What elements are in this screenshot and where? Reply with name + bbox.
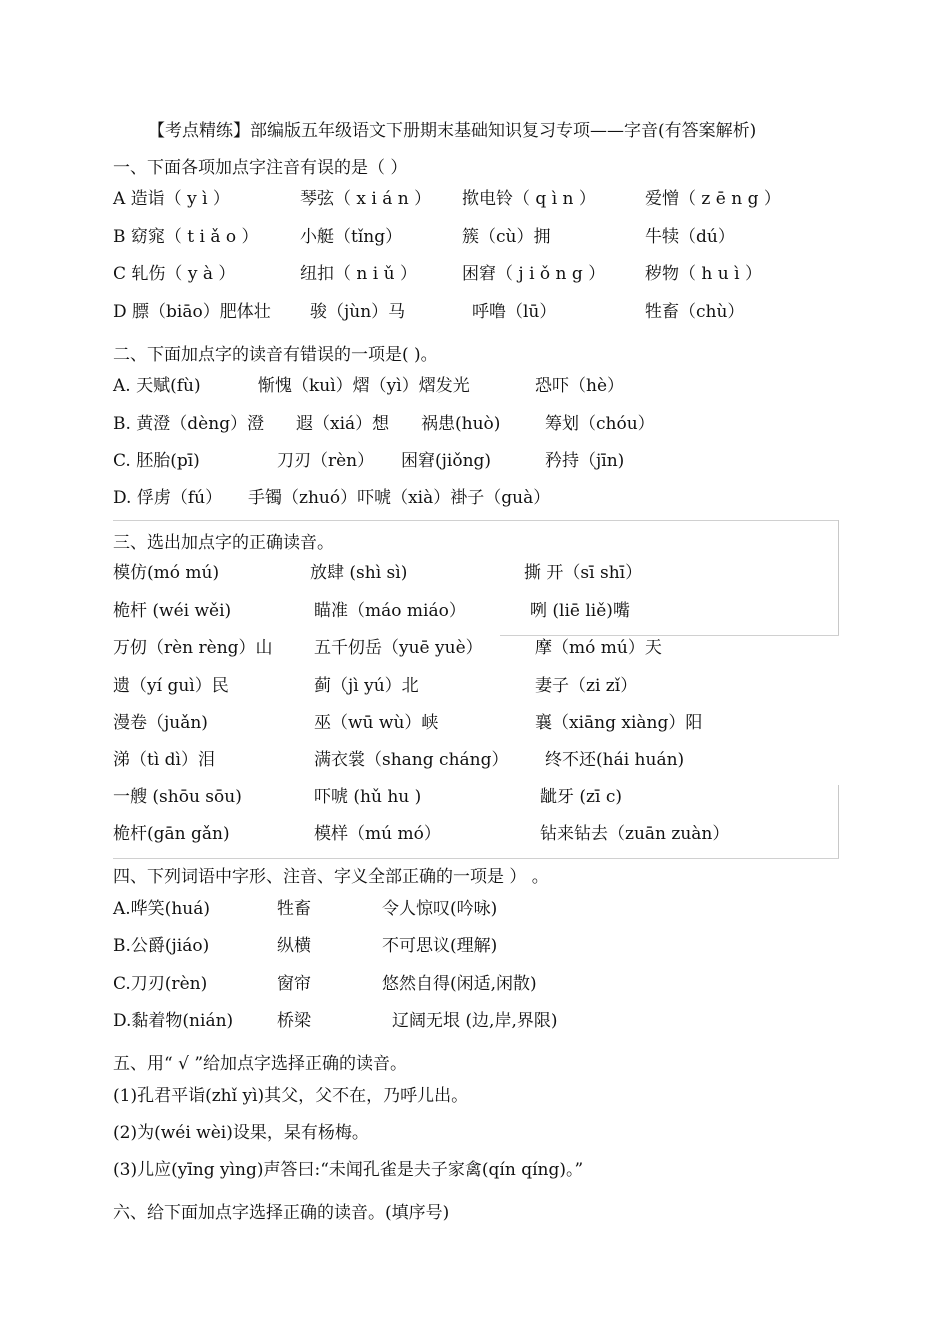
q1-cell: C 轧伤（ y à ） [113, 264, 236, 284]
divider [113, 520, 839, 521]
q5-heading: 五、用“ √ ”给加点字选择正确的读音。 [113, 1054, 408, 1074]
q2-cell: A. 天赋(fù) [113, 376, 201, 396]
q3-cell: 放肆 (shì sì) [310, 563, 408, 583]
q2-cell: 遐（xiá）想 [296, 414, 390, 434]
q3-cell: 一艘 (shōu sōu) [113, 787, 242, 807]
q5-line: (1)孔君平诣(zhǐ yì)其父，父不在，乃呼儿出。 [113, 1086, 469, 1106]
q4-cell: A.哗笑(huá) [113, 899, 210, 919]
q2-cell: 恐吓（hè） [535, 376, 625, 396]
q2-heading: 二、下面加点字的读音有错误的一项是( )。 [113, 345, 438, 365]
q1-cell: D 膘（biāo）肥体壮 [113, 302, 271, 322]
q4-heading: 四、下列词语中字形、注音、字义全部正确的一项是 ） 。 [113, 867, 549, 887]
q3-cell: 桅杆 (wéi wěi) [113, 601, 232, 621]
divider [500, 635, 839, 636]
q1-cell: 簇（cù）拥 [462, 227, 551, 247]
q4-cell: C.刀刃(rèn) [113, 974, 208, 994]
q2-cell: 矜持（jīn) [545, 451, 625, 471]
q3-cell: 满衣裳（shang cháng） [314, 750, 509, 770]
q1-cell: 困窘（ j i ǒ n g ） [462, 264, 606, 284]
q5-line: (3)儿应(yīng yìng)声答曰:“未闻孔雀是夫子家禽(qín qíng)。” [113, 1160, 584, 1180]
q3-cell: 摩（mó mú）天 [535, 638, 662, 658]
q3-cell: 咧 (liē liě)嘴 [530, 601, 630, 621]
q4-cell: 不可思议(理解) [382, 936, 498, 956]
q3-heading: 三、选出加点字的正确读音。 [113, 533, 334, 553]
q1-cell: 牛犊（dú） [645, 227, 735, 247]
q1-cell: 骏（jùn）马 [310, 302, 406, 322]
q2-cell: B. 黄澄（dèng）澄 [113, 414, 265, 434]
q3-cell: 漫卷（juǎn) [113, 713, 208, 733]
q1-cell: 爱憎（ z ē n g ） [645, 189, 781, 209]
q1-heading: 一、下面各项加点字注音有误的是（ ） [113, 158, 408, 178]
q2-cell: 筹划（chóu） [545, 414, 655, 434]
q1-cell: 牲畜（chù） [645, 302, 745, 322]
q4-cell: D.黏着物(nián) [113, 1011, 234, 1031]
q3-cell: 涕（tì dì）泪 [113, 750, 215, 770]
q2-cell: 祸患(huò) [421, 414, 501, 434]
q5-line: (2)为(wéi wèi)设果，杲有杨梅。 [113, 1123, 369, 1143]
q1-cell: 琴弦（ x i á n ） [300, 189, 432, 209]
divider [113, 858, 839, 859]
q3-cell: 撕 开（sī shī） [524, 563, 643, 583]
q3-cell: 蓟（jì yú）北 [314, 676, 419, 696]
q4-cell: B.公爵(jiáo) [113, 936, 210, 956]
q6-heading: 六、给下面加点字选择正确的读音。(填序号) [113, 1203, 450, 1223]
q4-cell: 辽阔无垠 (边,岸,界限) [392, 1011, 558, 1031]
q1-cell: 秽物（ h u ì ） [645, 264, 762, 284]
q3-cell: 五千仞岳（yuē yuè） [314, 638, 483, 658]
q1-cell: B 窈窕（ t i ǎ o ） [113, 227, 259, 247]
q4-cell: 窗帘 [277, 974, 311, 994]
q2-cell: D. 俘虏（fú） [113, 488, 223, 508]
q3-cell: 襄（xiāng xiàng）阳 [535, 713, 703, 733]
q2-cell: 困窘(jiǒng) [401, 451, 492, 471]
q2-cell: 刀刃（rèn） [277, 451, 375, 471]
q1-cell: A 造诣（ y ì ） [113, 189, 230, 209]
q3-cell: 遗（yí guì）民 [113, 676, 229, 696]
q3-cell: 万仞（rèn rèng）山 [113, 638, 273, 658]
q2-cell: 惭愧（kuì）熠（yì）熠发光 [258, 376, 470, 396]
q3-cell: 钻来钻去（zuān zuàn） [540, 824, 730, 844]
q4-cell: 令人惊叹(吟咏) [382, 899, 498, 919]
q2-cell: 手镯（zhuó）吓唬（xià）褂子（guà） [248, 488, 551, 508]
q4-cell: 牲畜 [277, 899, 311, 919]
q3-cell: 终不还(hái huán) [545, 750, 685, 770]
q3-cell: 模样（mú mó） [314, 824, 441, 844]
q3-cell: 模仿(mó mú) [113, 563, 220, 583]
q3-cell: 巫（wū wù）峡 [314, 713, 439, 733]
q3-cell: 妻子（zi zǐ） [535, 676, 638, 696]
divider [838, 520, 839, 635]
q3-cell: 桅杆(gān gǎn) [113, 824, 230, 844]
q4-cell: 纵横 [277, 936, 311, 956]
q3-cell: 龇牙 (zī c) [540, 787, 622, 807]
q2-cell: C. 胚胎(pī) [113, 451, 200, 471]
q1-cell: 小艇（tǐng） [300, 227, 403, 247]
q3-cell: 瞄准（máo miáo） [314, 601, 466, 621]
q1-cell: 呼噜（lū） [472, 302, 557, 322]
q3-cell: 吓唬 (hǔ hu ) [314, 787, 422, 807]
document-title: 【考点精练】部编版五年级语文下册期末基础知识复习专项——字音(有答案解析) [148, 121, 757, 141]
q4-cell: 桥梁 [277, 1011, 311, 1031]
q1-cell: 揿电铃（ q ì n ） [462, 189, 596, 209]
divider [838, 785, 839, 858]
q1-cell: 纽扣（ n i ǔ ） [300, 264, 417, 284]
q4-cell: 悠然自得(闲适,闲散) [382, 974, 537, 994]
